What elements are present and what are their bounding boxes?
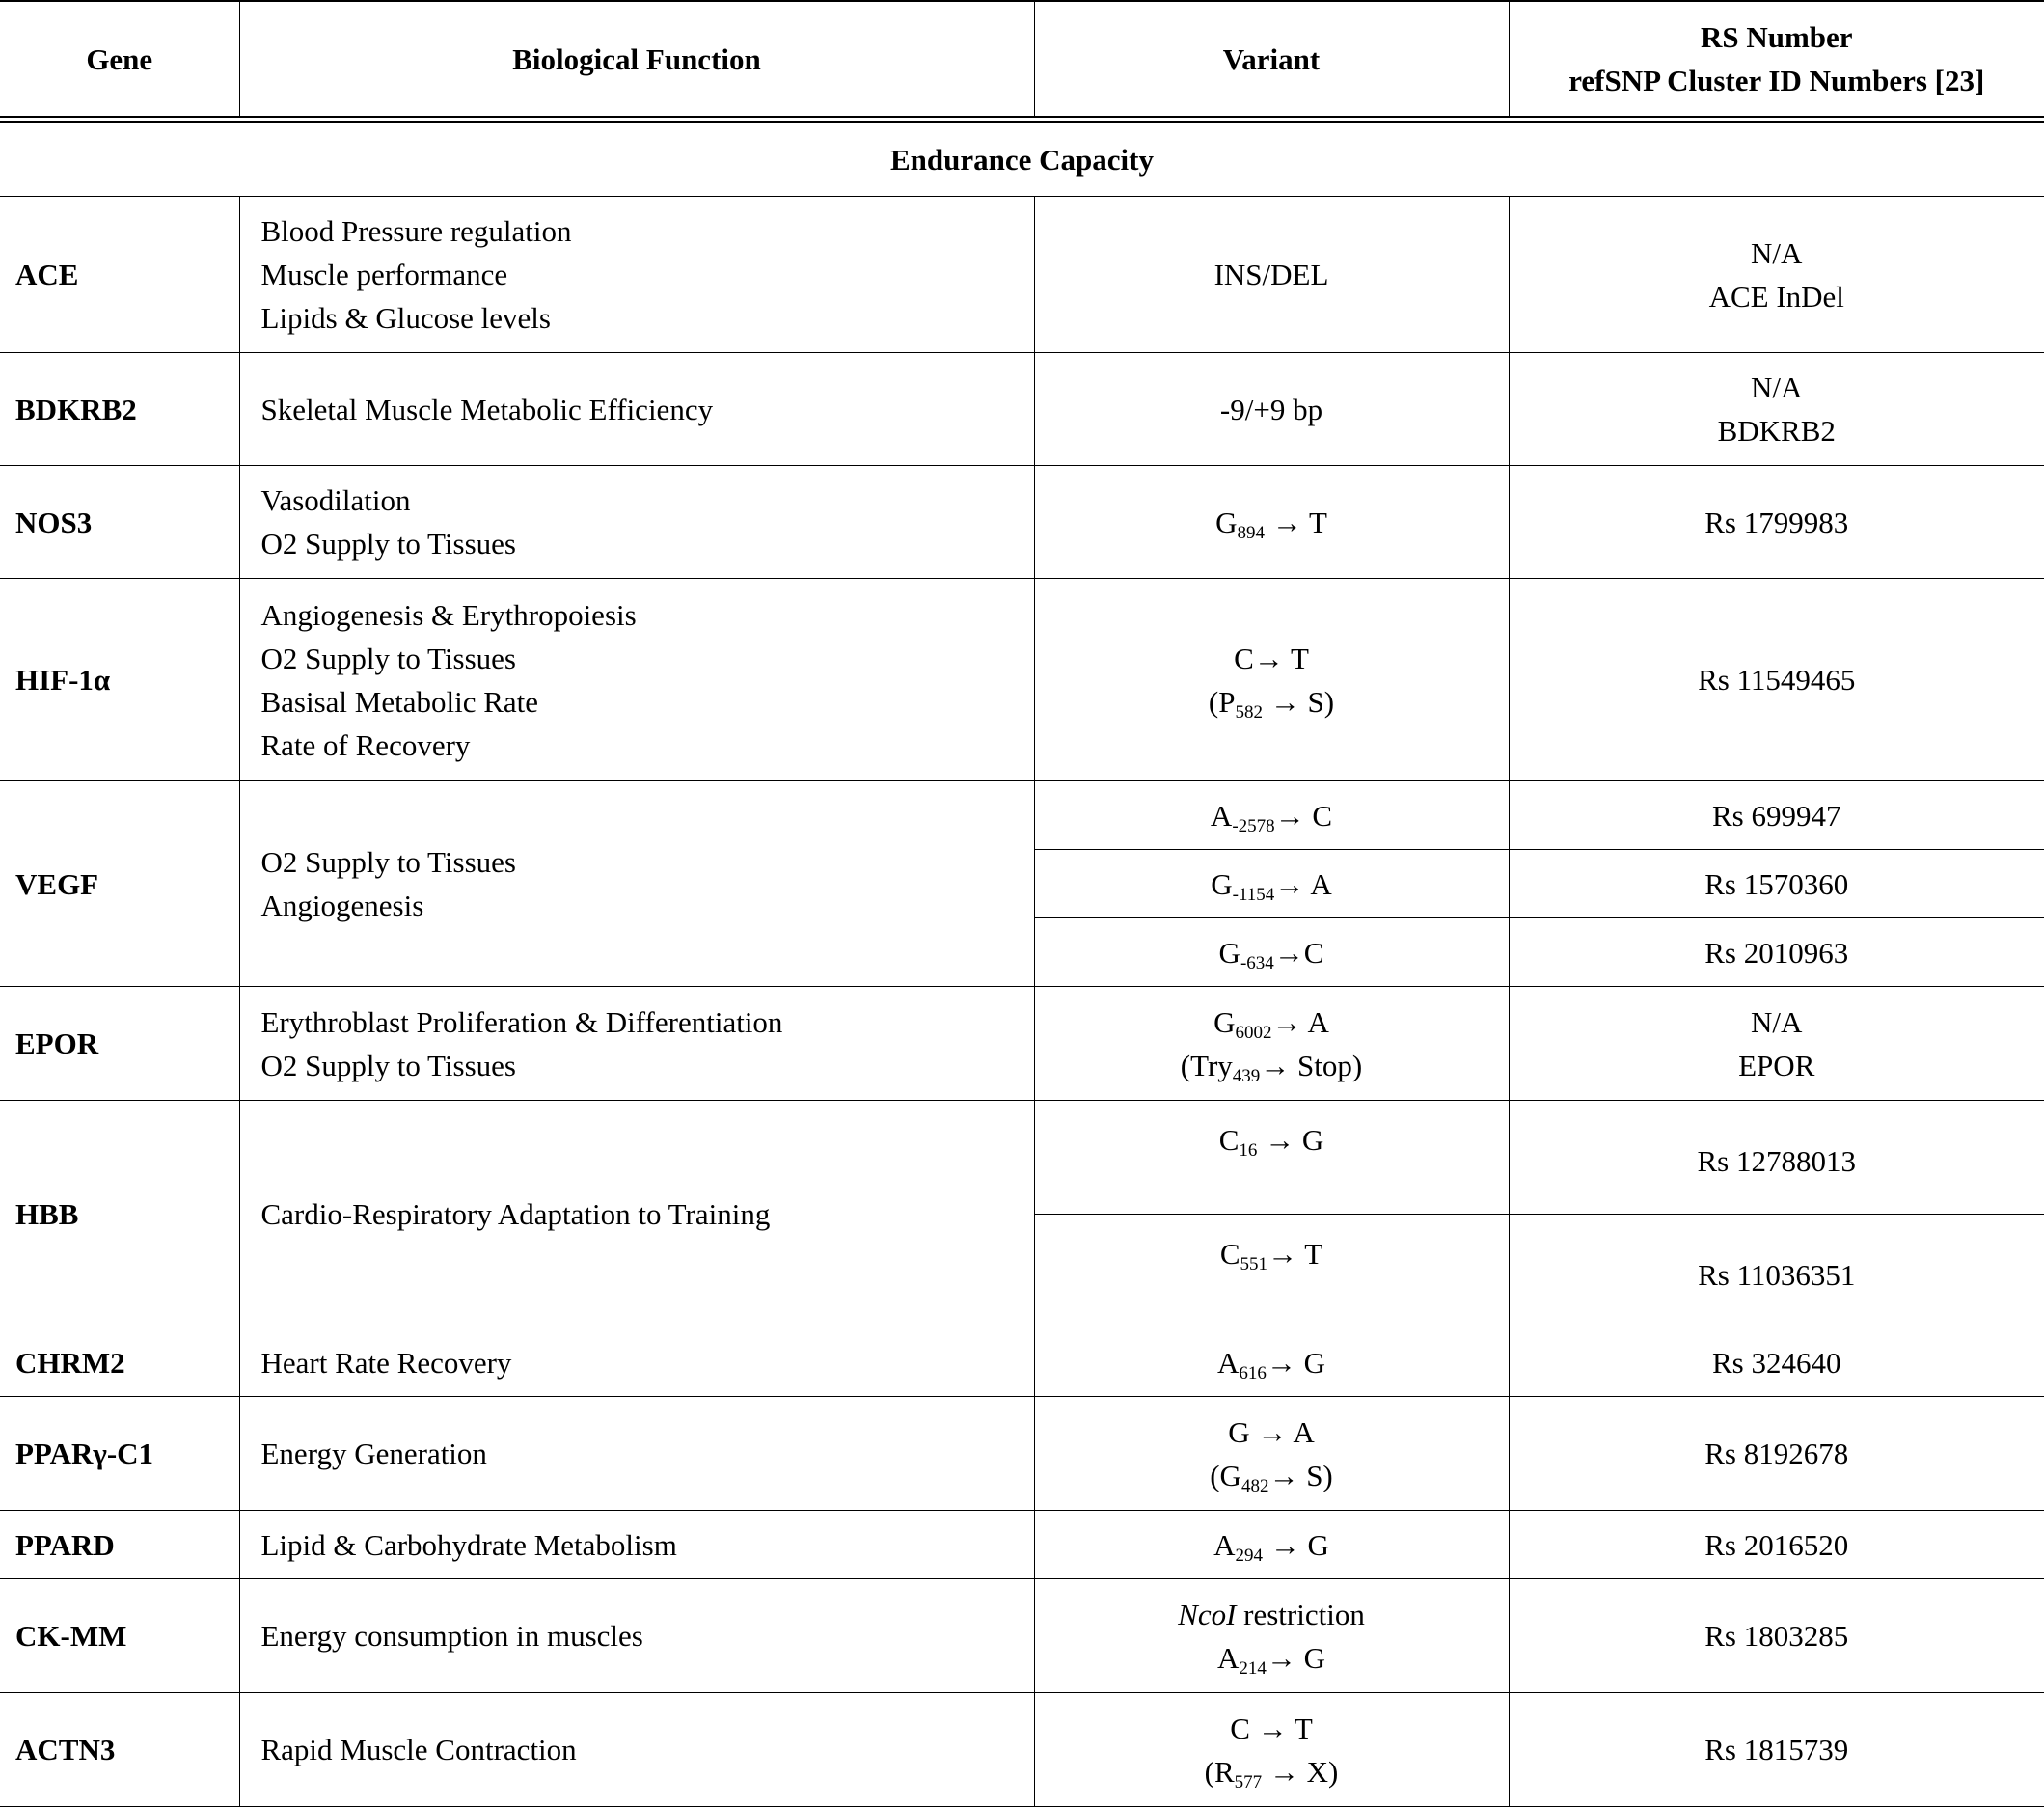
rs-cell: Rs 8192678 <box>1509 1397 2044 1511</box>
table-row <box>0 1693 2044 1807</box>
table-row <box>0 1397 2044 1511</box>
function-cell <box>239 987 1034 1101</box>
rs-cell <box>1509 197 2044 353</box>
variant-cell: -9/+9 bp <box>1034 353 1509 466</box>
function-line: Lipids & Glucose levels <box>260 301 551 335</box>
function-line: Basisal Metabolic Rate <box>260 684 539 719</box>
variant-line <box>1056 1000 1487 1044</box>
rs-cell: Rs 12788013 <box>1509 1101 2044 1215</box>
variant-change: → A <box>1274 866 1332 901</box>
table-row <box>0 579 2044 781</box>
variant-line: G → A <box>1228 1414 1315 1449</box>
variant-cell <box>1034 466 1509 579</box>
variant-change: → G <box>1263 1527 1329 1562</box>
variant-base: A <box>1213 1527 1236 1562</box>
variant-change: → Stop) <box>1260 1048 1363 1082</box>
variant-change: → S) <box>1268 1458 1333 1492</box>
variant-position: -634 <box>1240 952 1274 973</box>
variant-base: (P <box>1208 684 1236 719</box>
function-cell: Energy Generation <box>239 1397 1034 1511</box>
function-line: Angiogenesis & Erythropoiesis <box>260 597 637 632</box>
variant-change: → G <box>1266 1345 1326 1380</box>
gene-cell: BDKRB2 <box>0 353 239 466</box>
rs-line: N/A <box>1751 370 1803 404</box>
variant-line: C → T <box>1230 1711 1313 1745</box>
variant-cell <box>1034 1397 1509 1511</box>
variant-base: G <box>1213 1004 1236 1039</box>
rs-cell: Rs 2016520 <box>1509 1511 2044 1579</box>
variant-position: 577 <box>1234 1771 1263 1793</box>
variant-change: → X) <box>1262 1754 1339 1789</box>
table-row <box>0 466 2044 579</box>
gene-cell: ACE <box>0 197 239 353</box>
function-cell <box>239 781 1034 987</box>
function-line: O2 Supply to Tissues <box>260 1048 516 1082</box>
variant-cell <box>1034 1328 1509 1397</box>
variant-change: → C <box>1274 798 1333 833</box>
rs-cell: Rs 1815739 <box>1509 1693 2044 1807</box>
rs-cell <box>1509 353 2044 466</box>
header-rs-number <box>1509 1 2044 117</box>
rs-line: BDKRB2 <box>1717 414 1836 448</box>
table-row <box>0 987 2044 1101</box>
header-rs-line1: RS Number <box>1700 20 1853 54</box>
variant-base: C <box>1218 1123 1240 1157</box>
function-line: Angiogenesis <box>260 889 424 922</box>
table-row <box>0 1328 2044 1397</box>
function-line: O2 Supply to Tissues <box>260 845 516 879</box>
function-cell <box>239 466 1034 579</box>
gene-cell: PPARD <box>0 1511 239 1579</box>
table-row <box>0 197 2044 353</box>
rs-cell: Rs 11549465 <box>1509 579 2044 781</box>
table-row <box>0 353 2044 466</box>
function-cell: Cardio-Respiratory Adaptation to Training <box>239 1101 1034 1328</box>
variant-position: 894 <box>1237 522 1265 543</box>
rs-cell: Rs 1799983 <box>1509 466 2044 579</box>
variant-cell <box>1034 1693 1509 1807</box>
rs-line: N/A <box>1751 235 1803 270</box>
gene-cell: EPOR <box>0 987 239 1101</box>
variant-line <box>1056 1044 1487 1087</box>
variant-change: →C <box>1273 935 1324 970</box>
header-row <box>0 1 2044 117</box>
variant-cell <box>1034 781 1509 850</box>
variant-base: G <box>1218 935 1240 970</box>
variant-cell <box>1034 850 1509 918</box>
variant-base: (Try <box>1180 1048 1233 1082</box>
variant-base: C <box>1219 1237 1240 1271</box>
gene-cell: HIF-1α <box>0 579 239 781</box>
gene-cell: CHRM2 <box>0 1328 239 1397</box>
variant-base: (G <box>1210 1458 1241 1492</box>
variant-base: A <box>1210 798 1233 833</box>
variant-line <box>1056 1454 1487 1497</box>
rs-cell: Rs 1570360 <box>1509 850 2044 918</box>
variant-base: G <box>1215 505 1238 539</box>
gene-cell: PPARγ-C1 <box>0 1397 239 1511</box>
variant-cell <box>1034 1579 1509 1693</box>
variant-change: → G <box>1266 1640 1326 1675</box>
function-cell: Rapid Muscle Contraction <box>239 1693 1034 1807</box>
rs-cell <box>1509 987 2044 1101</box>
variant-cell <box>1034 579 1509 781</box>
table-row <box>0 1101 2044 1215</box>
gene-cell: VEGF <box>0 781 239 987</box>
section-row <box>0 122 2044 197</box>
variant-line <box>1056 680 1487 724</box>
function-cell: Heart Rate Recovery <box>239 1328 1034 1397</box>
variant-base: G <box>1211 866 1233 901</box>
rs-cell: Rs 699947 <box>1509 781 2044 850</box>
header-gene: Gene <box>0 1 239 117</box>
rs-cell: Rs 11036351 <box>1509 1215 2044 1328</box>
variant-position: -2578 <box>1232 815 1275 836</box>
variant-change: → G <box>1257 1123 1324 1157</box>
variant-position: 16 <box>1239 1140 1258 1161</box>
rs-line: EPOR <box>1738 1048 1815 1082</box>
variant-position: 294 <box>1235 1545 1263 1566</box>
enzyme-name: NcoI <box>1178 1597 1237 1631</box>
variant-line <box>1056 1636 1487 1680</box>
function-line: O2 Supply to Tissues <box>260 527 516 561</box>
rs-line: N/A <box>1751 1004 1803 1039</box>
function-cell: Lipid & Carbohydrate Metabolism <box>239 1511 1034 1579</box>
variant-line <box>1056 1750 1487 1793</box>
header-variant: Variant <box>1034 1 1509 117</box>
variant-cell <box>1034 1101 1509 1215</box>
rs-cell: Rs 324640 <box>1509 1328 2044 1397</box>
variant-change: → T <box>1267 1237 1323 1271</box>
table-row <box>0 1579 2044 1693</box>
variant-position: 482 <box>1240 1475 1269 1496</box>
variant-position: 551 <box>1240 1254 1268 1274</box>
gene-cell: NOS3 <box>0 466 239 579</box>
gene-cell: ACTN3 <box>0 1693 239 1807</box>
header-rs-line2: refSNP Cluster ID Numbers [23] <box>1568 64 1985 97</box>
rs-cell: Rs 1803285 <box>1509 1579 2044 1693</box>
variant-change: → A <box>1271 1004 1329 1039</box>
function-line: Muscle performance <box>260 258 508 291</box>
variant-position: 582 <box>1235 701 1263 723</box>
variant-cell <box>1034 1511 1509 1579</box>
gene-cell: HBB <box>0 1101 239 1328</box>
variant-line: C→ T <box>1234 641 1309 675</box>
gene-cell: CK-MM <box>0 1579 239 1693</box>
variant-cell: INS/DEL <box>1034 197 1509 353</box>
table-row <box>0 1511 2044 1579</box>
variant-position: 6002 <box>1235 1022 1272 1043</box>
variant-line <box>1056 1593 1487 1636</box>
variant-cell <box>1034 1215 1509 1328</box>
variant-position: -1154 <box>1232 884 1275 905</box>
variant-cell <box>1034 918 1509 987</box>
variant-note: restriction <box>1236 1597 1365 1631</box>
variant-change: → T <box>1265 505 1327 539</box>
table-row <box>0 781 2044 850</box>
variant-position: 439 <box>1232 1065 1261 1086</box>
function-line: Rate of Recovery <box>260 727 471 762</box>
section-title: Endurance Capacity <box>0 122 2044 197</box>
function-line: Blood Pressure regulation <box>260 214 572 248</box>
function-line: Erythroblast Proliferation & Differentiation <box>260 1004 783 1039</box>
function-line: O2 Supply to Tissues <box>260 641 516 675</box>
function-cell: Energy consumption in muscles <box>239 1579 1034 1693</box>
variant-position: 214 <box>1239 1657 1267 1679</box>
function-cell <box>239 197 1034 353</box>
variant-change: → S) <box>1263 684 1335 719</box>
variant-base: A <box>1216 1345 1240 1380</box>
variant-base: (R <box>1204 1754 1235 1789</box>
variant-cell <box>1034 987 1509 1101</box>
rs-cell: Rs 2010963 <box>1509 918 2044 987</box>
variant-position: 616 <box>1239 1362 1267 1383</box>
function-line: Vasodilation <box>260 483 411 517</box>
variant-base: A <box>1216 1640 1240 1675</box>
function-cell <box>239 579 1034 781</box>
rs-line: ACE InDel <box>1708 279 1844 314</box>
header-function: Biological Function <box>239 1 1034 117</box>
function-cell: Skeletal Muscle Metabolic Efficiency <box>239 353 1034 466</box>
